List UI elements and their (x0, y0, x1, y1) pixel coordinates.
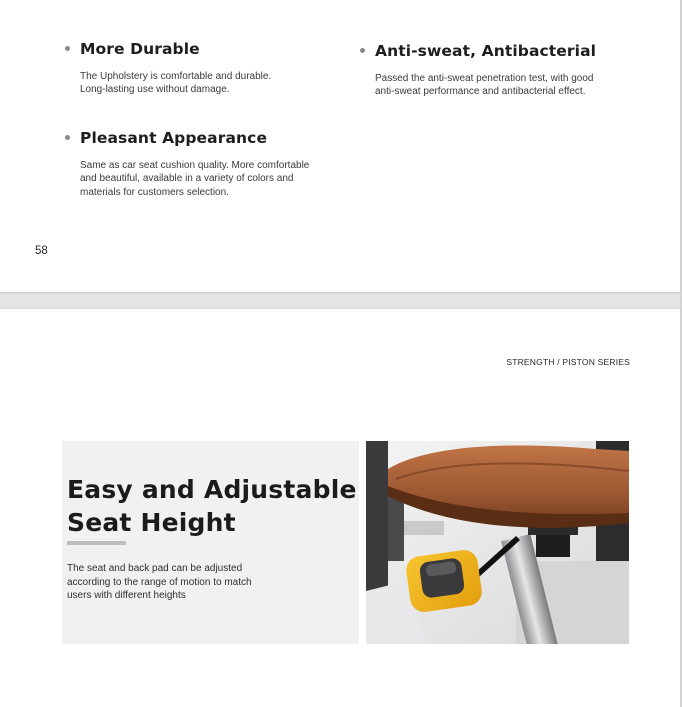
section-description: The seat and back pad can be adjusted according to the range of motion to match users with different heights (67, 563, 252, 601)
feature-description: Same as car seat cushion quality. More comfortable and beautiful, available in a variety of colors and materials for customers selection. (80, 160, 310, 198)
seat-adjustment-photo (366, 441, 629, 644)
seat-height-panel (62, 441, 359, 644)
bullet-icon (360, 48, 365, 53)
catalog-page-58 (0, 0, 680, 292)
page-number: 58 (35, 245, 48, 257)
section-heading: Easy and Adjustable Seat Height (67, 475, 357, 537)
feature-title: Anti-sweat, Antibacterial (375, 42, 597, 60)
feature-more-durable (80, 40, 350, 97)
bullet-icon (65, 46, 70, 51)
bullet-icon (65, 135, 70, 140)
feature-description: The Upholstery is comfortable and durable. Long-lasting use without damage. (80, 71, 272, 96)
heading-underline (67, 541, 126, 545)
feature-pleasant-appearance (80, 129, 350, 199)
feature-anti-sweat (375, 42, 655, 99)
feature-description: Passed the anti-sweat penetration test, with good anti-sweat performance and antibacterial effect. (375, 73, 594, 98)
feature-title: More Durable (80, 40, 200, 58)
series-label: STRENGTH / PISTON SERIES (506, 357, 630, 367)
feature-title: Pleasant Appearance (80, 129, 268, 147)
